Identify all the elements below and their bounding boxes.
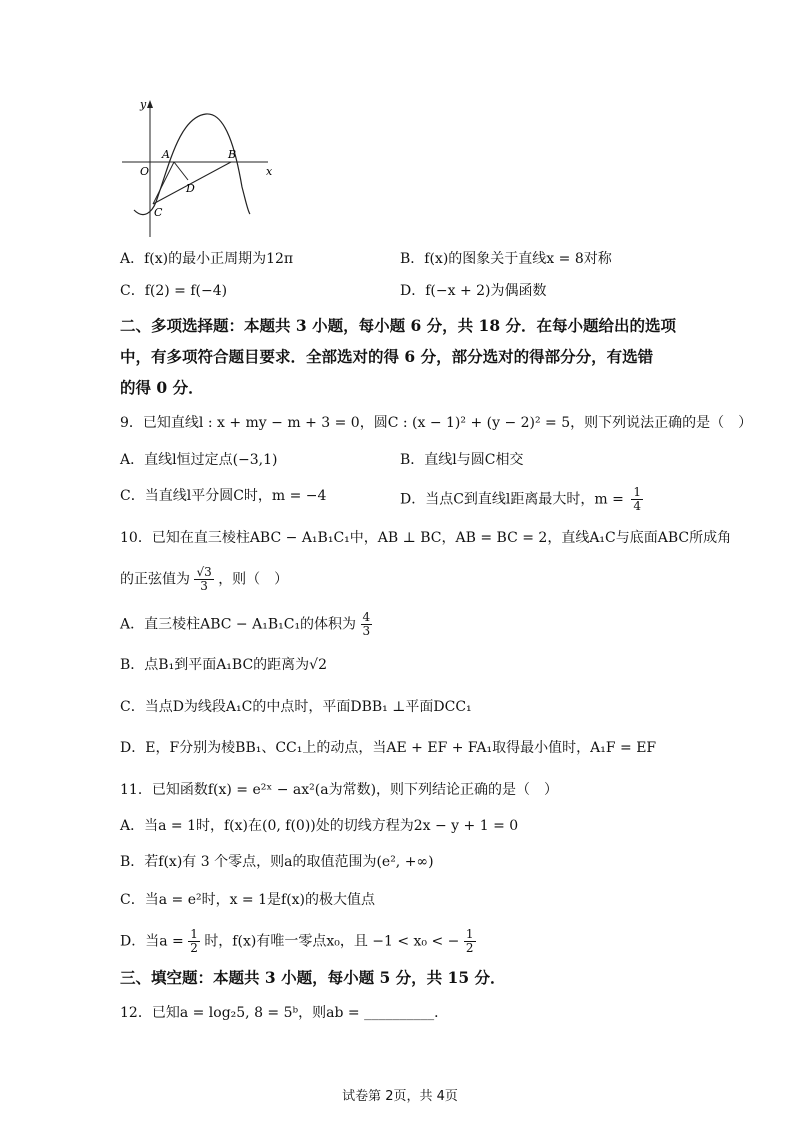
q9-option-d-text: D．当点C到直线l距离最大时，m = [400,491,624,508]
fraction-numerator: 1 [465,927,474,941]
q10-option-d: D．E，F分别为棱BB₁、CC₁上的动点，当AE + EF + FA₁取得最小值时，A₁F = EF [120,740,657,756]
q9-option-a: A．直线l恒过定点(−3,1) [120,452,278,468]
fraction-denominator: 3 [200,579,208,593]
q9-stem: 9．已知直线l : x + my − m + 3 = 0，圆C : (x − 1)² + (y − 2)² = 5，则下列说法正确的是（ ） [120,415,753,431]
q8-option-c: C．f(2) = f(−4) [120,283,228,299]
fraction-denominator: 3 [362,624,371,638]
fraction-denominator: 4 [633,499,641,513]
q8-option-b: B．f(x)的图象关于直线x = 8对称 [400,251,612,267]
q11-option-c: C．当a = e²时，x = 1是f(x)的极大值点 [120,892,376,908]
q10-stem-fraction [194,566,213,593]
section3-heading: 三、填空题：本题共 3 小题，每小题 5 分，共 15 分． [120,968,506,987]
function-graph-figure [118,92,288,242]
label-y: y [140,98,147,111]
page-footer: 试卷第 2页，共 4页 [342,1089,458,1104]
fraction-denominator: 2 [465,941,474,955]
fraction-numerator: 1 [633,485,641,499]
fraction-numerator: 1 [190,927,198,941]
q10-stem-pre: 的正弦值为 [120,571,190,588]
q8-option-d: D．f(−x + 2)为偶函数 [400,283,547,299]
q11-option-d-fraction2 [464,928,476,955]
section2-heading-line2: 中，有多项符合题目要求．全部选对的得 6 分，部分选对的得部分分，有选错 [120,347,654,366]
fraction-numerator: 4 [362,610,371,624]
q10-stem-line2 [120,566,288,593]
q11-stem: 11．已知函数f(x) = e²ˣ − ax²(a为常数)，则下列结论正确的是（ ） [120,782,559,798]
q9-option-d-fraction [631,486,643,513]
q10-stem-line1: 10．已知在直三棱柱ABC − A₁B₁C₁中，AB ⊥ BC，AB = BC = 2，直线A₁C与底面ABC所成角 [120,530,732,546]
q10-option-a-text: A．直三棱柱ABC − A₁B₁C₁的体积为 [120,616,357,633]
label-a: A [162,148,170,161]
label-x: x [266,165,273,178]
q9-option-b: B．直线l与圆C相交 [400,452,524,468]
q12-stem: 12．已知a = log₂5, 8 = 5ᵇ，则ab = __________． [120,1005,449,1021]
section2-heading-line1: 二、多项选择题：本题共 3 小题，每小题 6 分，共 18 分．在每小题给出的选项 [120,316,677,335]
q11-option-d-pre: D．当a = [120,933,184,950]
q10-option-a-fraction [361,611,373,638]
q11-option-d [120,928,476,955]
q10-option-b: B．点B₁到平面A₁BC的距离为√2 [120,657,327,673]
section2-heading-line3: 的得 0 分． [120,378,204,397]
q10-option-a [120,611,372,638]
label-c: C [154,206,163,219]
label-d: D [186,182,195,195]
q11-option-d-fraction1 [188,928,200,955]
sine-curve [134,114,250,215]
y-axis-arrow [147,100,153,108]
fraction-denominator: 2 [190,941,198,955]
fraction-numerator: √3 [196,565,212,579]
label-o: O [140,165,150,178]
q9-option-d [400,486,643,513]
q11-option-d-mid: 时，f(x)有唯一零点x₀，且 −1 < x₀ < − [204,933,460,950]
q11-option-b: B．若f(x)有 3 个零点，则a的取值范围为(e², +∞) [120,854,434,870]
q8-option-a: A．f(x)的最小正周期为12π [120,251,294,267]
segment-ac [153,162,174,204]
label-b: B [228,148,237,161]
q9-option-c: C．当直线l平分圆C时，m = −4 [120,488,327,504]
q11-option-a: A．当a = 1时，f(x)在(0, f(0))处的切线方程为2x − y + 1 = 0 [120,818,519,834]
segment-ad [174,162,188,180]
q10-stem-post: ，则（ ） [218,571,289,588]
q10-option-c: C．当点D为线段A₁C的中点时，平面DBB₁ ⊥平面DCC₁ [120,699,472,715]
